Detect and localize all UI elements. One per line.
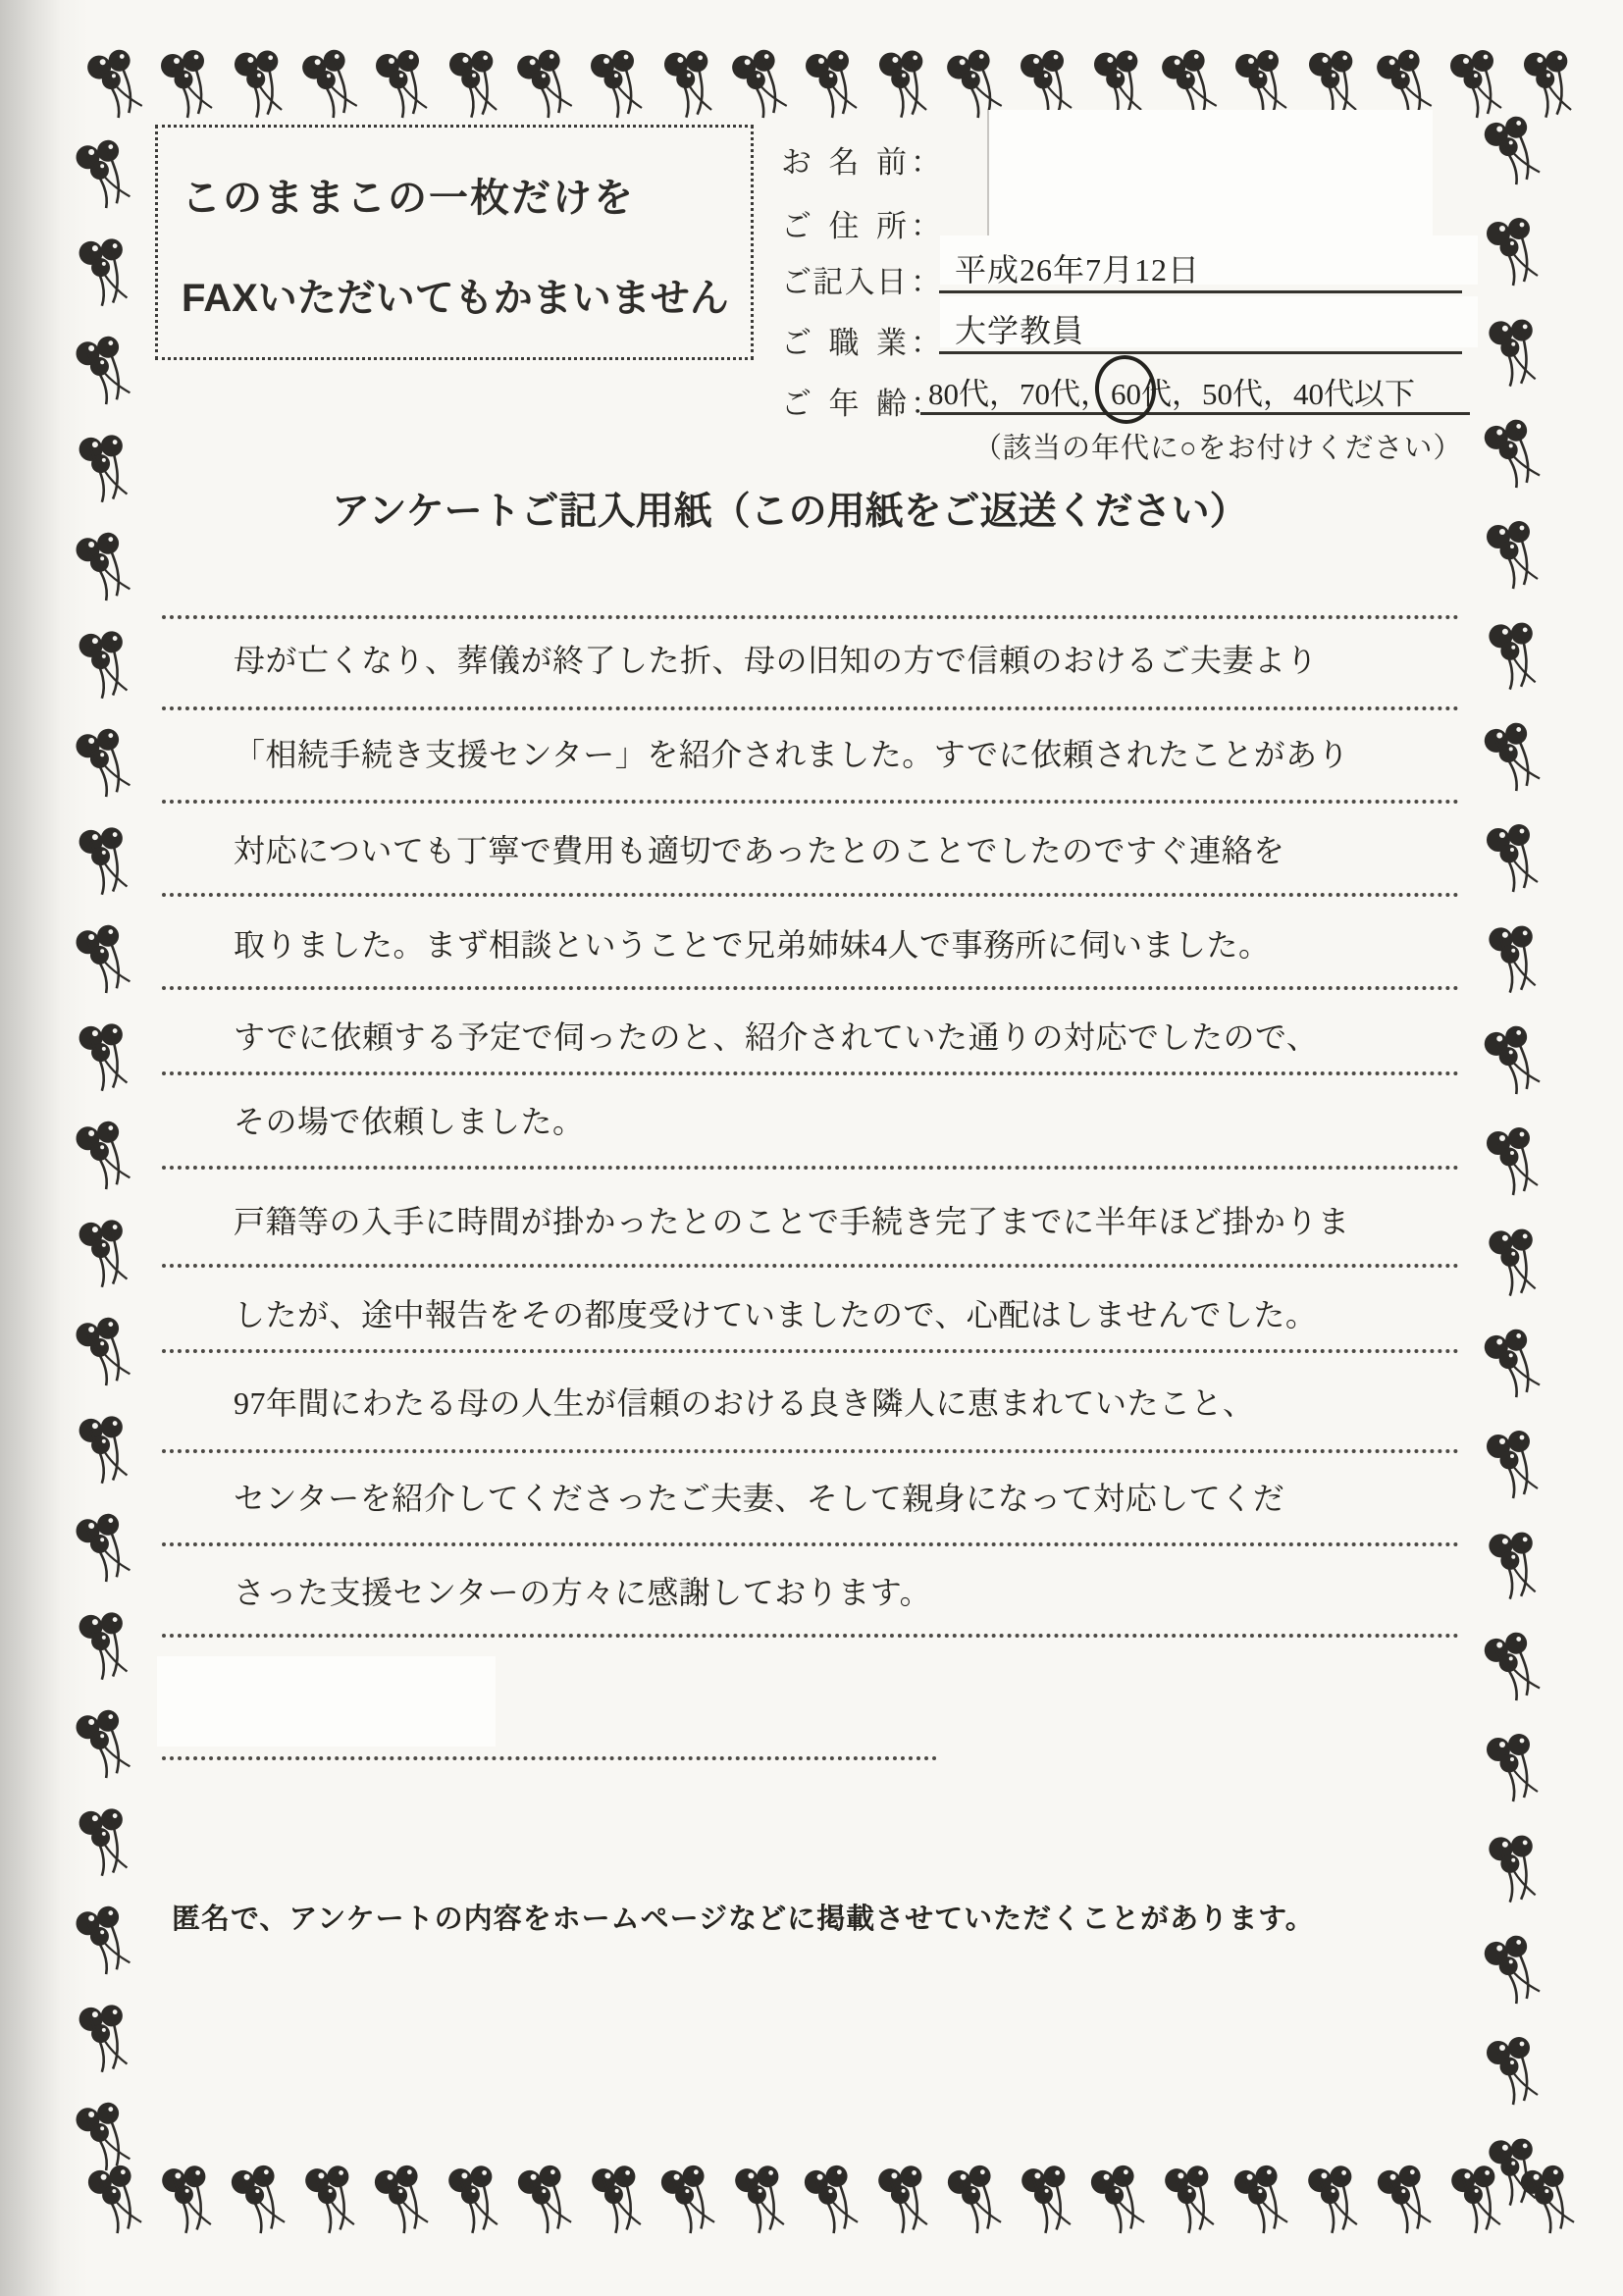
- ruled-line: [162, 986, 1459, 990]
- date-colon: ：: [911, 265, 941, 299]
- cherry-ornament-icon: [72, 1315, 139, 1395]
- cherry-ornament-icon: [1230, 2163, 1297, 2242]
- occupation-value: 大学教員: [955, 313, 1085, 348]
- cherry-ornament-icon: [1445, 2163, 1512, 2242]
- redacted-name-address-area: [987, 110, 1433, 235]
- cherry-ornament-icon: [944, 2163, 1011, 2242]
- ruled-line: [162, 800, 1459, 804]
- ruled-line: [162, 1349, 1459, 1353]
- cherry-ornament-icon: [513, 46, 583, 128]
- survey-text-line: したが、途中報告をその都度受けていましたので、心配はしませんでした。: [234, 1297, 1318, 1332]
- cherry-ornament-icon: [83, 46, 153, 128]
- survey-text-line: 戸籍等の入手に時間が掛かったとのことで手続き完了までに半年ほど掛かりま: [234, 1204, 1350, 1239]
- cherry-ornament-icon: [1480, 1022, 1550, 1105]
- cherry-ornament-icon: [72, 2100, 139, 2180]
- age-option-50s: 50代，: [1202, 377, 1293, 411]
- cherry-ornament-icon: [1480, 1831, 1550, 1913]
- cherry-ornament-icon: [72, 1119, 139, 1199]
- cherry-ornament-icon: [1480, 2134, 1550, 2217]
- age-underline: [920, 412, 1470, 415]
- cherry-ornament-icon: [72, 334, 139, 414]
- survey-text-line: センターを紹介してくださったご夫妻、そして親身になって対応してくだ: [234, 1481, 1285, 1516]
- cherry-ornament-icon: [371, 2163, 438, 2242]
- cherry-ornament-icon: [1159, 2163, 1226, 2242]
- age-instruction-note: （該当の年代に○をお付けください）: [973, 433, 1463, 464]
- cherry-ornament-icon: [72, 922, 139, 1003]
- name-colon: ：: [911, 145, 941, 180]
- cherry-ornament-icon: [72, 137, 139, 218]
- ruled-line: [162, 1756, 937, 1760]
- cherry-ornament-icon: [72, 1217, 139, 1297]
- cherry-ornament-icon: [373, 49, 436, 126]
- cherry-ornament-icon: [1480, 618, 1550, 701]
- cherry-ornament-icon: [228, 2163, 294, 2242]
- cherry-ornament-icon: [588, 49, 651, 126]
- age-options: [928, 369, 1415, 413]
- cherry-ornament-icon: [803, 49, 865, 126]
- address-colon: ：: [911, 209, 941, 243]
- cherry-ornament-icon: [1087, 2163, 1154, 2242]
- footer-disclosure-note: 匿名で、アンケートの内容をホームページなどに掲載させていただくことがあります。: [172, 1904, 1315, 1935]
- cherry-ornament-icon: [72, 1020, 139, 1101]
- cherry-ornament-icon: [1016, 2163, 1082, 2242]
- occupation-colon: ：: [911, 326, 941, 360]
- cherry-ornament-icon: [1484, 2036, 1546, 2113]
- cherry-ornament-icon: [1480, 1528, 1550, 1610]
- fax-notice-box: [155, 125, 754, 360]
- cherry-ornament-icon: [72, 1805, 139, 1886]
- ruled-line: [162, 1264, 1459, 1268]
- cherry-ornament-icon: [656, 46, 726, 128]
- occupation-underline: [939, 351, 1462, 354]
- cherry-ornament-icon: [158, 49, 221, 126]
- cherry-ornament-icon: [72, 1413, 139, 1493]
- cherry-ornament-icon: [1484, 1126, 1546, 1203]
- survey-text-line: 「相続手続き支援センター」を紹介されました。すでに依頼されたことがあり: [234, 737, 1350, 772]
- address-label: ご住所: [781, 209, 907, 243]
- name-label: お名前: [781, 145, 907, 180]
- ruled-line: [162, 1166, 1459, 1170]
- cherry-ornament-icon: [1484, 1733, 1546, 1809]
- cherry-ornament-icon: [1517, 2163, 1584, 2242]
- cherry-ornament-icon: [1480, 921, 1550, 1004]
- cherry-ornament-icon: [443, 2163, 509, 2242]
- cherry-ornament-icon: [1480, 1326, 1550, 1408]
- cherry-ornament-icon: [1484, 217, 1546, 293]
- cherry-ornament-icon: [72, 1609, 139, 1690]
- cherry-ornament-icon: [1480, 113, 1550, 195]
- survey-text-line: 97年間にわたる母の人生が信頼のおける良き隣人に恵まれていたこと、: [234, 1385, 1255, 1421]
- cherry-ornament-icon: [801, 2163, 867, 2242]
- cherry-ornament-icon: [72, 1904, 139, 1984]
- cherry-ornament-icon: [72, 530, 139, 610]
- cherry-ornament-icon: [1484, 1430, 1546, 1506]
- date-value: 平成26年7月12日: [955, 252, 1201, 287]
- cherry-ornament-icon: [72, 2002, 139, 2082]
- survey-text-line: その場で依頼しました。: [234, 1104, 585, 1139]
- cherry-ornament-icon: [1480, 1225, 1550, 1307]
- age-option-60s: 60代，: [1111, 377, 1202, 411]
- date-underline: [939, 290, 1462, 293]
- occupation-label: ご職業: [781, 326, 907, 360]
- scan-white-patch: [157, 1656, 496, 1747]
- date-label: ご記入日: [781, 265, 907, 299]
- cherry-ornament-icon: [72, 1511, 139, 1592]
- cherry-ornament-icon: [1374, 2163, 1440, 2242]
- fax-notice-line2: FAXいただいてもかまいません: [182, 277, 729, 320]
- cherry-ornament-icon: [1447, 49, 1510, 126]
- survey-text-line: さった支援センターの方々に感謝しております。: [234, 1575, 932, 1610]
- survey-text-line: 取りました。まず相談ということで兄弟姉妹4人で事務所に伺いました。: [234, 927, 1271, 963]
- fax-notice-line1: このままこの一枚だけを: [182, 177, 635, 220]
- page-title: アンケートご記入用紙（この用紙をご返送ください）: [332, 491, 1248, 533]
- cherry-ornament-icon: [1480, 719, 1550, 802]
- cherry-ornament-icon: [1516, 46, 1586, 128]
- cherry-ornament-icon: [1480, 416, 1550, 498]
- age-selection-circle-annotation: [1092, 352, 1160, 427]
- cherry-ornament-icon: [1302, 2163, 1369, 2242]
- cherry-ornament-icon: [1484, 520, 1546, 597]
- cherry-ornament-icon: [728, 46, 798, 128]
- age-label: ご年齢: [781, 387, 907, 421]
- ruled-line: [162, 615, 1459, 619]
- cherry-ornament-icon: [586, 2163, 653, 2242]
- cherry-ornament-icon: [1480, 1629, 1550, 1711]
- cherry-ornament-icon: [227, 46, 296, 128]
- survey-text-line: 母が亡くなり、葬儀が終了した折、母の旧知の方で信頼のおけるご夫妻より: [234, 643, 1319, 678]
- ruled-line: [162, 1071, 1459, 1075]
- cherry-ornament-icon: [872, 2163, 939, 2242]
- cherry-ornament-icon: [1480, 1932, 1550, 2014]
- cherry-ornament-icon: [72, 235, 139, 316]
- cherry-ornament-icon: [72, 726, 139, 807]
- cherry-ornament-icon: [729, 2163, 796, 2242]
- ruled-line: [162, 706, 1459, 710]
- cherry-ornament-icon: [299, 2163, 366, 2242]
- cherry-ornament-icon: [84, 2163, 151, 2242]
- cherry-ornament-icon: [72, 824, 139, 905]
- cherry-ornament-icon: [156, 2163, 223, 2242]
- ruled-line: [162, 1542, 1459, 1546]
- ruled-line: [162, 1634, 1459, 1638]
- cherry-ornament-icon: [871, 46, 941, 128]
- ruled-line: [162, 1449, 1459, 1453]
- cherry-ornament-icon: [514, 2163, 581, 2242]
- cherry-ornament-icon: [72, 1707, 139, 1788]
- cherry-ornament-icon: [1484, 823, 1546, 900]
- age-colon: ：: [911, 387, 941, 421]
- age-option-40s-under: 40代以下: [1293, 377, 1415, 411]
- age-option-70s: 70代，: [1020, 377, 1111, 411]
- survey-text-line: すでに依頼する予定で伺ったのと、紹介されていた通りの対応でしたので、: [234, 1019, 1319, 1055]
- cherry-ornament-icon: [72, 432, 139, 512]
- ruled-line: [162, 893, 1459, 897]
- survey-text-line: 対応についても丁寧で費用も適切であったとのことでしたのですぐ連絡を: [234, 833, 1285, 868]
- cherry-ornament-icon: [298, 46, 368, 128]
- age-option-80s: 80代，: [928, 377, 1020, 411]
- cherry-ornament-icon: [657, 2163, 724, 2242]
- cherry-ornament-icon: [442, 46, 511, 128]
- cherry-ornament-icon: [72, 628, 139, 708]
- cherry-ornament-icon: [1480, 315, 1550, 397]
